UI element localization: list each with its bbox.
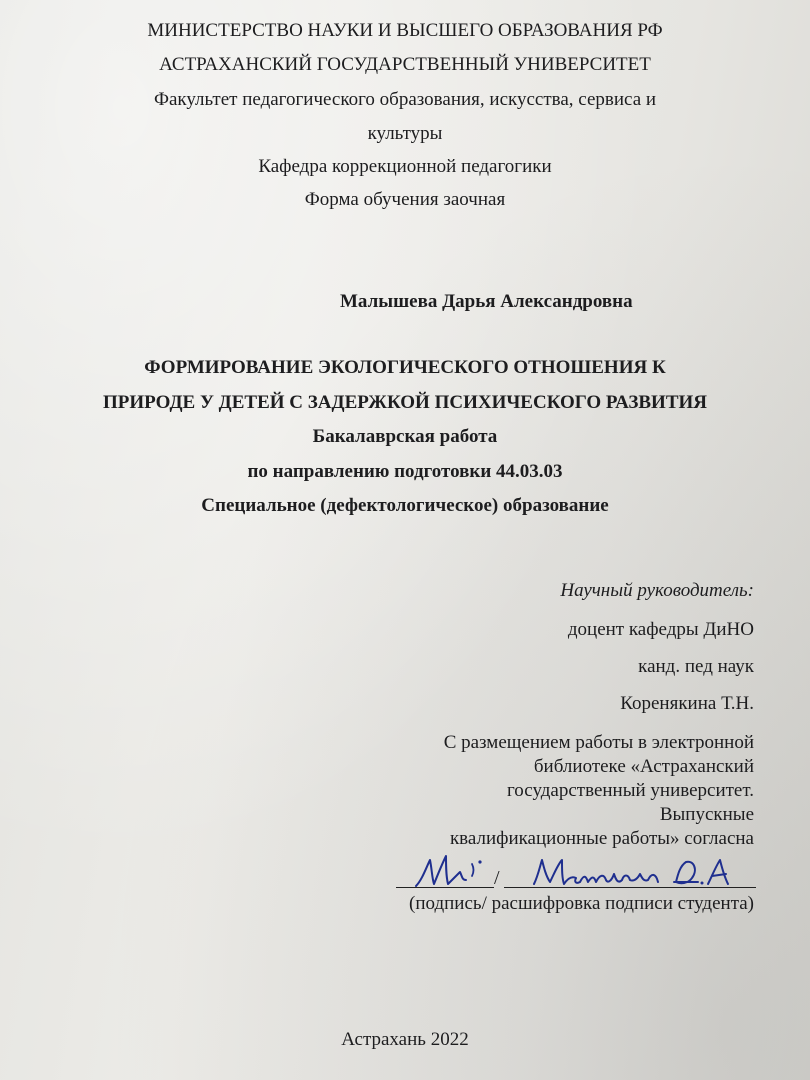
- signature-caption: (подпись/ расшифровка подписи студента): [409, 893, 754, 914]
- department-line: Кафедра коррекционной педагогики: [258, 156, 552, 177]
- consent-line-2: библиотеке «Астраханский: [533, 756, 754, 777]
- consent-line-4: Выпускные: [659, 804, 754, 825]
- supervisor-label: Научный руководитель:: [560, 580, 754, 601]
- work-type: Бакалаврская работа: [312, 426, 498, 447]
- study-form-line: Форма обучения заочная: [304, 189, 506, 210]
- city-year-footer: Астрахань 2022: [341, 1029, 469, 1050]
- author-name: Малышева Дарья Александровна: [340, 291, 633, 312]
- consent-line-5: квалификационные работы» согласна: [449, 828, 754, 849]
- consent-line-1: С размещением работы в электронной: [443, 732, 754, 753]
- thesis-title-line-1: ФОРМИРОВАНИЕ ЭКОЛОГИЧЕСКОГО ОТНОШЕНИЯ К: [144, 357, 666, 378]
- handwritten-signature: [412, 850, 502, 892]
- signature-separator: /: [494, 867, 500, 889]
- work-direction: по направлению подготовки 44.03.03: [247, 461, 563, 482]
- consent-line-3: государственный университет.: [506, 780, 754, 801]
- ministry-heading: МИНИСТЕРСТВО НАУКИ И ВЫСШЕГО ОБРАЗОВАНИЯ РФ: [147, 20, 663, 41]
- thesis-title-line-2: ПРИРОДЕ У ДЕТЕЙ С ЗАДЕРЖКОЙ ПСИХИЧЕСКОГО РАЗВИТИЯ: [102, 392, 708, 413]
- supervisor-position: доцент кафедры ДиНО: [567, 619, 754, 640]
- faculty-line-2: культуры: [367, 123, 443, 144]
- supervisor-name: Коренякина Т.Н.: [620, 693, 754, 714]
- faculty-line-1: Факультет педагогического образования, искусства, сервиса и: [153, 89, 657, 110]
- work-profile: Специальное (дефектологическое) образование: [201, 495, 609, 516]
- supervisor-degree: канд. пед наук: [638, 656, 754, 677]
- university-heading: АСТРАХАНСКИЙ ГОСУДАРСТВЕННЫЙ УНИВЕРСИТЕТ: [159, 54, 651, 75]
- handwritten-name: [530, 852, 740, 892]
